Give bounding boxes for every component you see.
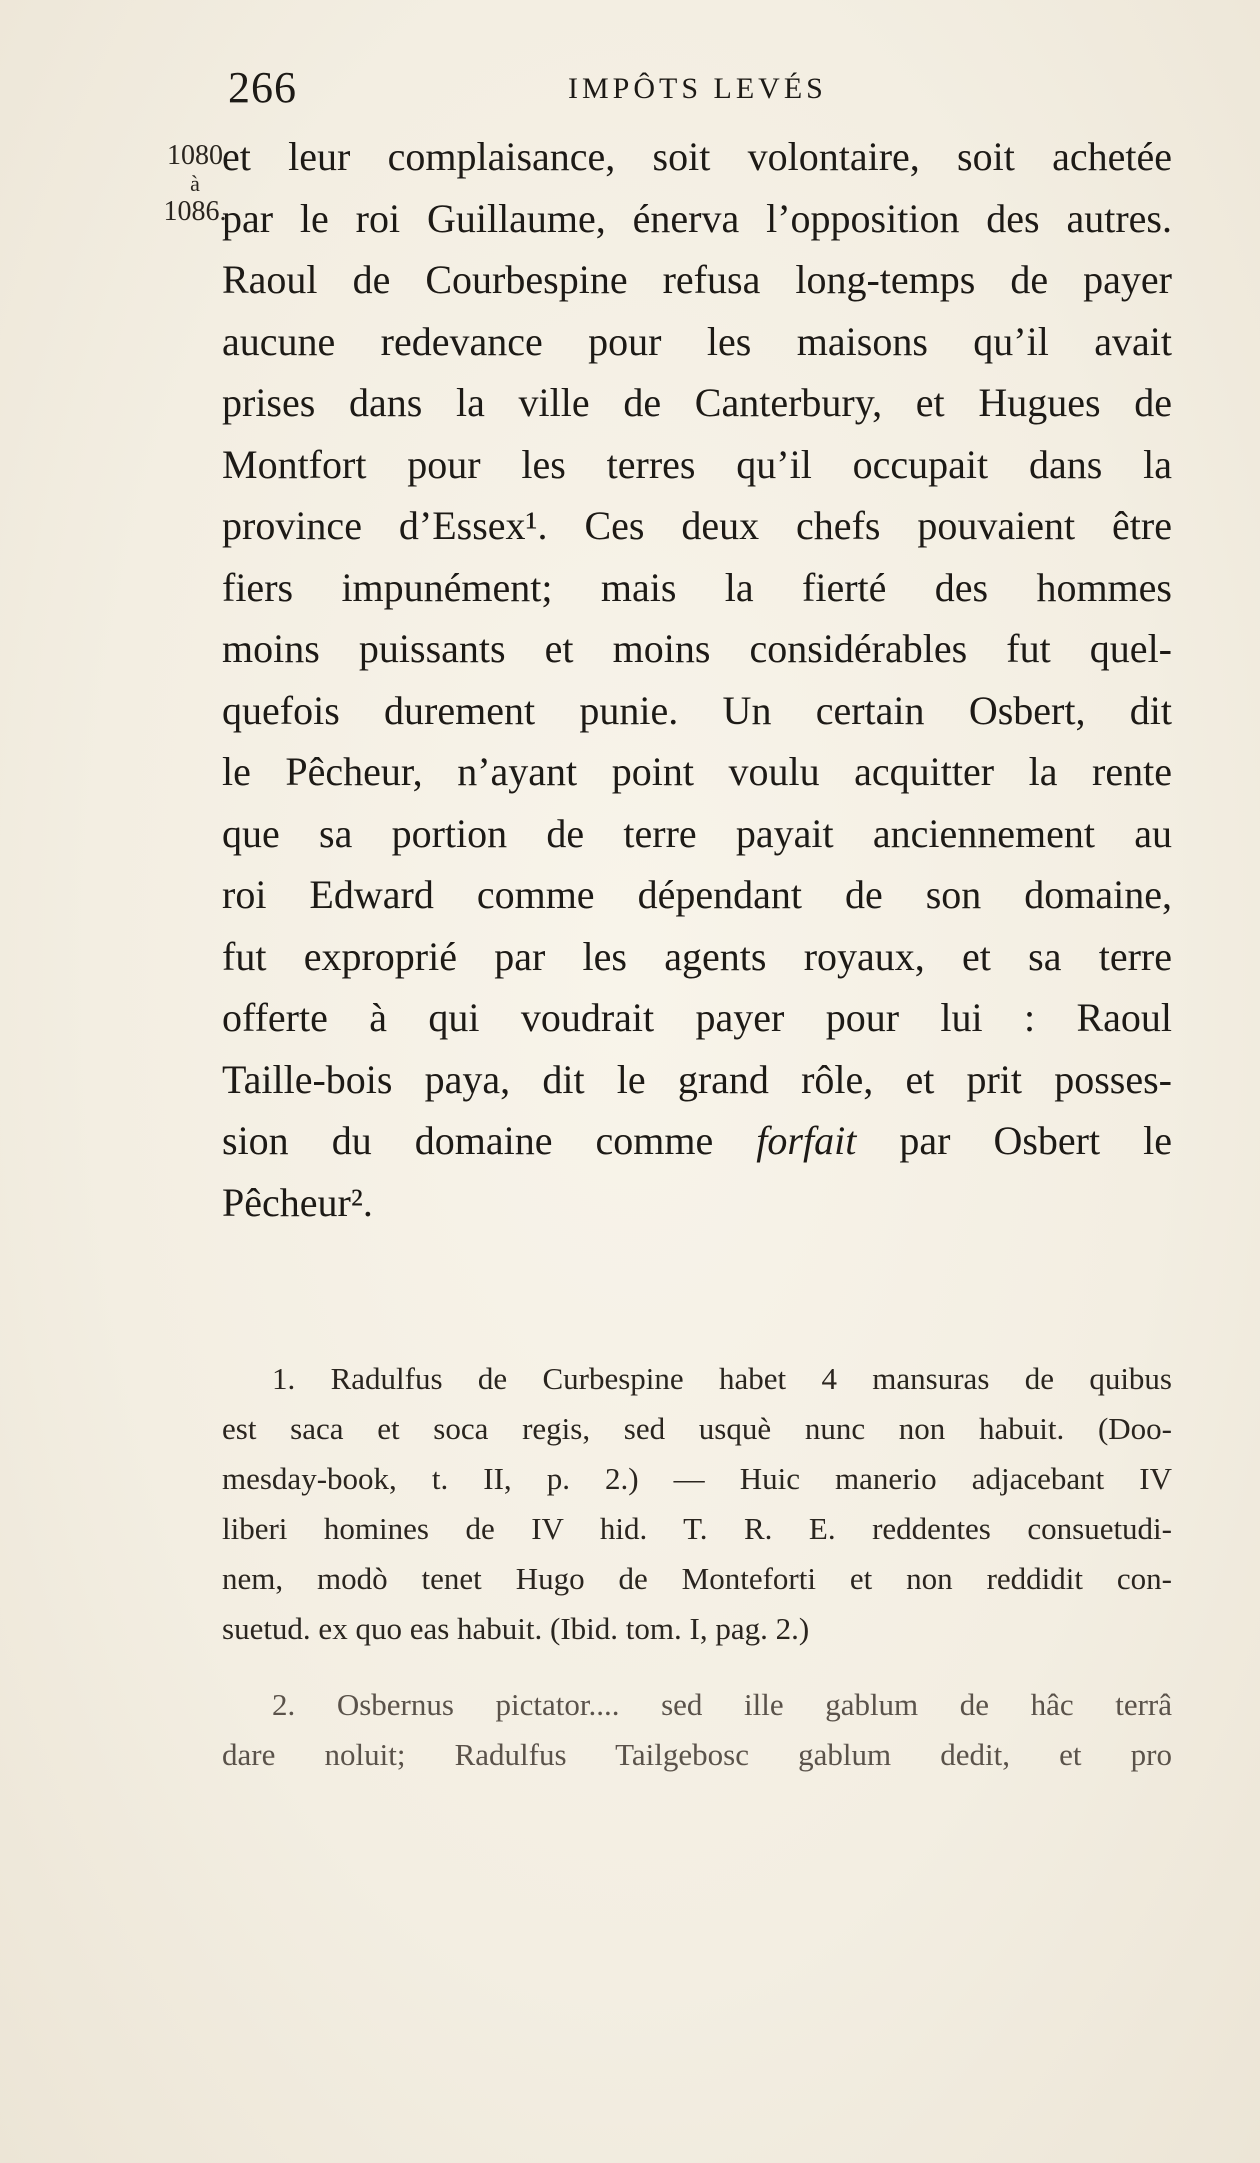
text-line: fut exproprié par les agents royaux, et sa terre [222,933,1172,979]
text-line: quefois durement punie. Un certain Osbert, dit [222,687,1172,733]
text-line: roi Edward comme dépendant de son domaine, [222,872,1172,917]
page-header [0,62,1260,122]
footnote-line: est saca et soca regis, sed usquè nunc non habuit. (Doo- [222,1411,1172,1446]
footnote-line: dare noluit; Radulfus Tailgebosc gablum dedit, et pro [222,1737,1172,1772]
footnote-line: suetud. ex quo eas habuit. (Ibid. tom. I, pag. 2.) [222,1611,810,1646]
margin-connector: à [190,171,200,196]
footnote-1 [222,1354,1172,1654]
text-line: Raoul de Courbespine refusa long-temps de payer [222,257,1172,302]
text-line: offerte à qui voudrait payer pour lui : Raoul [222,995,1172,1040]
text-line: par le roi Guillaume, énerva l’opposition des autres. [222,195,1172,241]
footnote-line: liberi homines de IV hid. T. R. E. reddentes consuetudi- [222,1511,1172,1546]
page-number: 266 [228,63,297,112]
text-line: sion du domaine comme forfait par Osbert le [222,1118,1172,1163]
footnote-line: 1. Radulfus de Curbespine habet 4 mansuras de quibus [272,1361,1172,1396]
text-line: le Pêcheur, n’ayant point voulu acquitter la rente [222,749,1172,794]
running-head: IMPÔTS LEVÉS [568,72,827,105]
footnote-gap [222,1654,1172,1680]
text-line: Taille-bois paya, dit le grand rôle, et prit posses- [222,1056,1172,1102]
text-line: Pêcheur². [222,1179,373,1225]
footnotes [222,1354,1172,1780]
text-line: fiers impunément; mais la fierté des hommes [222,564,1172,610]
text-line: moins puissants et moins considérables fut quel- [222,626,1172,671]
italic-term: forfait [756,1118,857,1163]
text-line: prises dans la ville de Canterbury, et Hugues de [222,380,1172,425]
text-line: Montfort pour les terres qu’il occupait dans la [222,441,1172,487]
main-text [222,126,1172,1233]
text-line: que sa portion de terre payait anciennement au [222,810,1172,856]
footnote-line: mesday-book, t. II, p. 2.) — Huic manerio adjacebant IV [222,1461,1172,1496]
footnote-line: 2. Osbernus pictator.... sed ille gablum de hâc terrâ [272,1687,1172,1722]
footnote-line: nem, modò tenet Hugo de Monteforti et non reddidit con- [222,1561,1172,1596]
text-line: province d’Essex¹. Ces deux chefs pouvaient être [222,503,1172,548]
footnote-2 [222,1680,1172,1780]
margin-year-start: 1080 [167,140,223,171]
text-line: et leur complaisance, soit volontaire, soit achetée [222,134,1172,179]
margin-date-note [160,138,230,230]
margin-year-end: 1086. [163,196,227,227]
text-line: aucune redevance pour les maisons qu’il avait [222,318,1172,364]
